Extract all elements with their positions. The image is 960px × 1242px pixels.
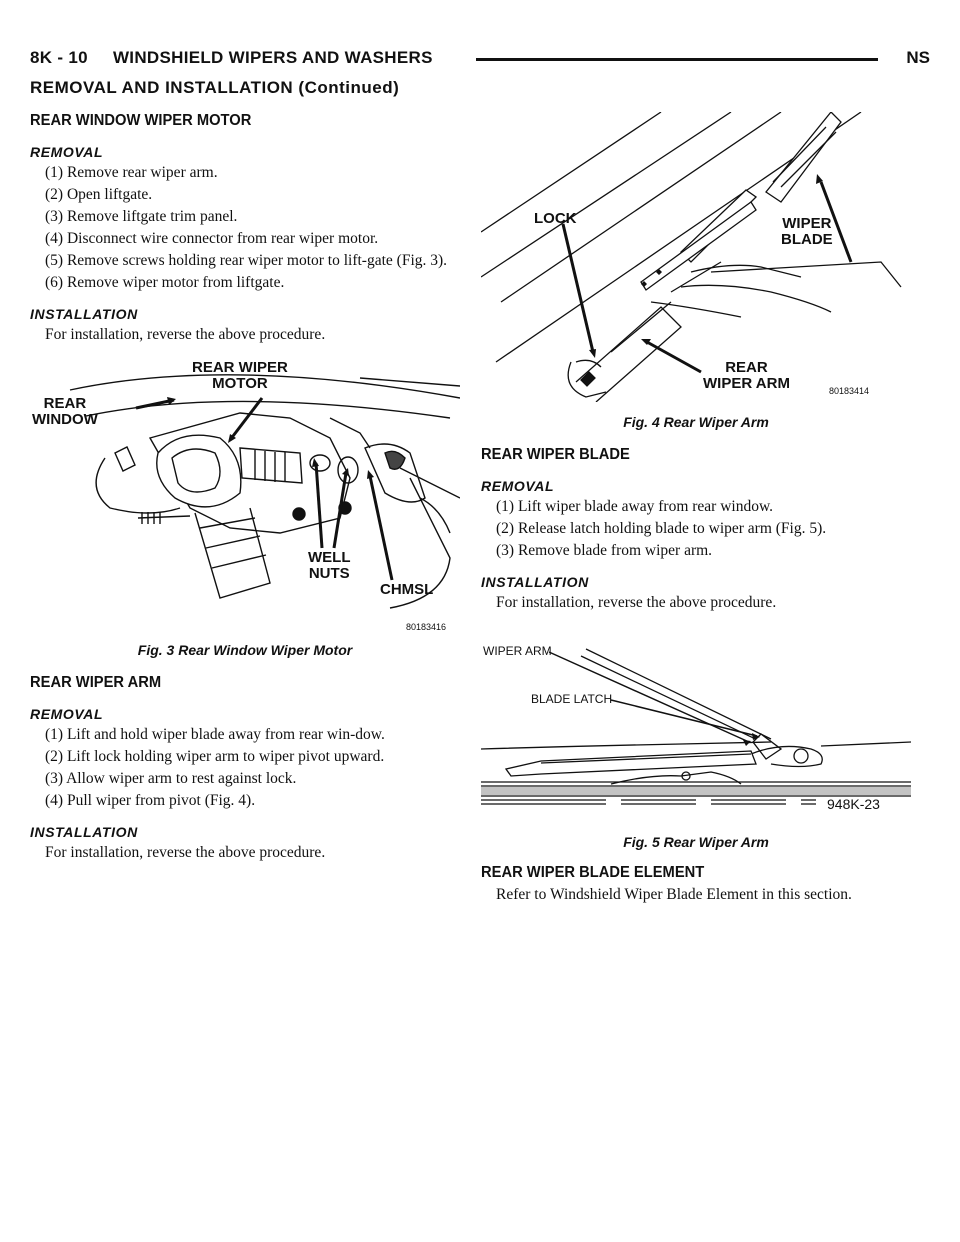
motor-install-heading: INSTALLATION [30, 306, 138, 322]
motor-step-1: (1) Remove rear wiper arm. [45, 164, 218, 181]
fig3-code: 80183416 [406, 622, 447, 632]
fig4-illustration [481, 112, 911, 402]
motor-step-4: (4) Disconnect wire connector from rear wiper motor. [45, 230, 379, 247]
blade-step-1: (1) Lift wiper blade away from rear window. [496, 498, 774, 515]
arm-step-4: (4) Pull wiper from pivot (Fig. 4). [45, 792, 256, 809]
element-text: Refer to Windshield Wiper Blade Element in this section. [496, 886, 852, 903]
fig5-code: 948K-23 [827, 796, 880, 812]
left-column [30, 112, 460, 864]
fig5-caption: Fig. 5 Rear Wiper Arm [623, 834, 769, 850]
blade-removal-heading: REMOVAL [481, 478, 555, 494]
fig5-label-blade-latch: BLADE LATCH [531, 692, 613, 706]
fig4-drawing [481, 112, 911, 402]
fig3-label-chmsl: CHMSL [380, 581, 434, 598]
motor-step-3: (3) Remove liftgate trim panel. [45, 208, 238, 225]
fig4-caption: Fig. 4 Rear Wiper Arm [623, 414, 769, 430]
fig3-label-rear-window: REAR WINDOW [32, 395, 98, 428]
fig4-label-wiper-blade: WIPER BLADE [781, 215, 833, 248]
arm-title: REAR WIPER ARM [30, 674, 162, 691]
blade-title: REAR WIPER BLADE [481, 446, 630, 463]
fig4-code: 80183414 [829, 386, 870, 396]
blade-install-text: For installation, reverse the above procedure. [496, 594, 777, 611]
fig3-caption: Fig. 3 Rear Window Wiper Motor [137, 642, 353, 658]
blade-step-2: (2) Release latch holding blade to wiper arm (Fig. 5). [496, 520, 827, 537]
fig5-illustration [481, 624, 911, 824]
page-header-title: 8K - 10 WINDSHIELD WIPERS AND WASHERS [30, 48, 433, 67]
motor-step-6: (6) Remove wiper motor from liftgate. [45, 274, 285, 291]
arm-install-text: For installation, reverse the above procedure. [45, 844, 326, 861]
fig4-label-lock: LOCK [534, 210, 577, 227]
arm-step-3: (3) Allow wiper arm to rest against lock. [45, 770, 297, 787]
blade-step-3: (3) Remove blade from wiper arm. [496, 542, 713, 559]
motor-title: REAR WINDOW WIPER MOTOR [30, 112, 252, 129]
section-subhead: REMOVAL AND INSTALLATION (Continued) [30, 78, 400, 97]
motor-removal-heading: REMOVAL [30, 144, 104, 160]
motor-install-text: For installation, reverse the above procedure. [45, 326, 326, 343]
fig3-label-well-nuts: WELL NUTS [308, 549, 351, 582]
arm-step-2: (2) Lift lock holding wiper arm to wiper pivot upward. [45, 748, 385, 765]
fig5-label-wiper-arm: WIPER ARM [483, 644, 552, 658]
fig3-illustration [30, 358, 460, 638]
motor-step-2: (2) Open liftgate. [45, 186, 153, 203]
fig4-label-rear-wiper-arm: REAR WIPER ARM [703, 359, 790, 392]
arm-step-1: (1) Lift and hold wiper blade away from rear win-dow. [45, 726, 385, 743]
motor-step-5: (5) Remove screws holding rear wiper motor to lift-gate (Fig. 3). [45, 252, 448, 269]
right-column [481, 0, 911, 906]
fig3-label-motor: REAR WIPER MOTOR [192, 359, 288, 392]
arm-install-heading: INSTALLATION [30, 824, 138, 840]
page-header-model: NS [906, 48, 930, 67]
arm-removal-heading: REMOVAL [30, 706, 104, 722]
blade-install-heading: INSTALLATION [481, 574, 589, 590]
element-title: REAR WIPER BLADE ELEMENT [481, 864, 705, 881]
